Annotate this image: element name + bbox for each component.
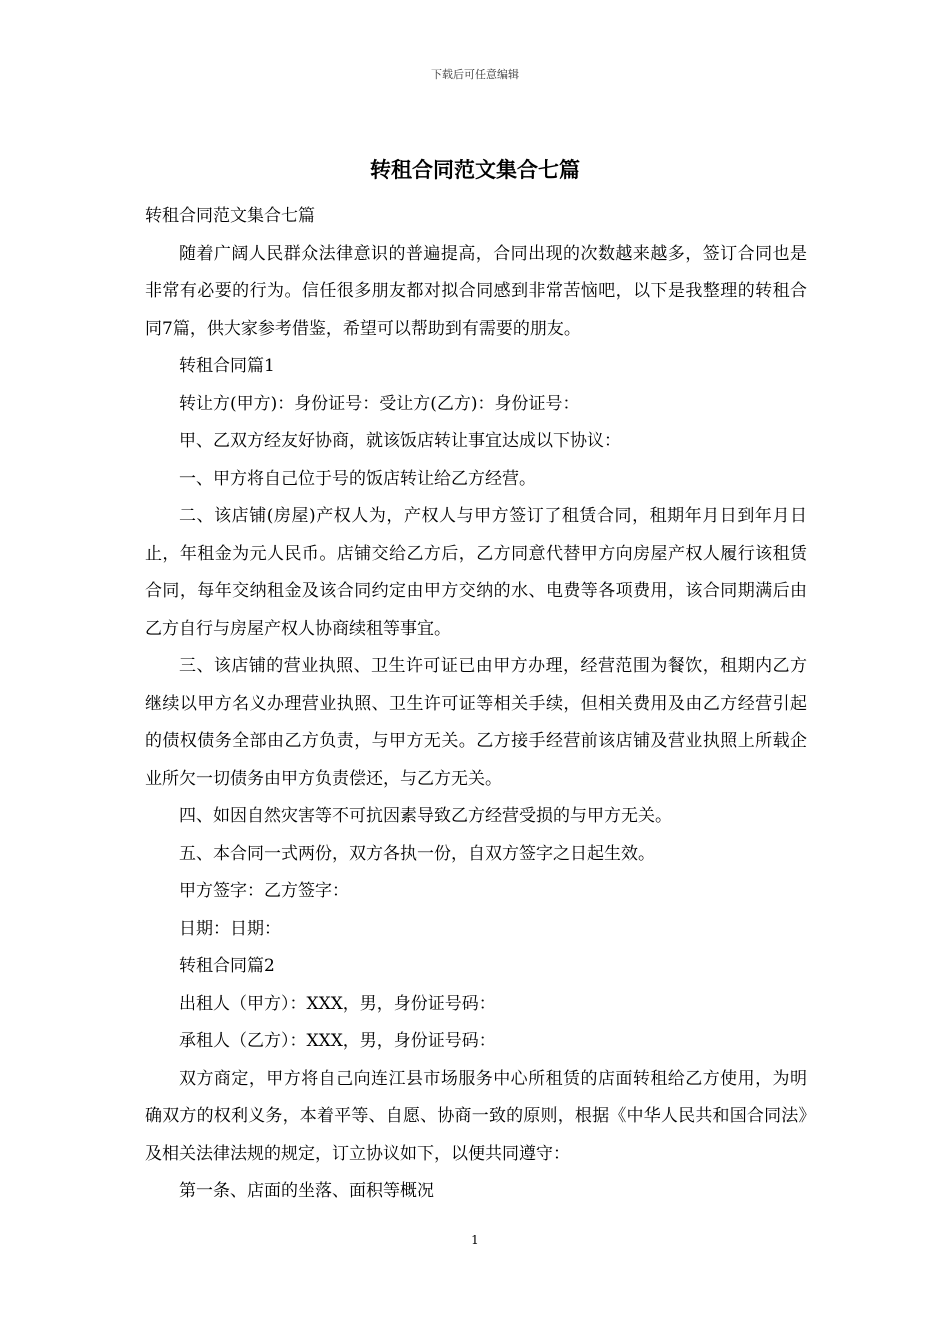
paragraph: 第一条、店面的坐落、面积等概况 <box>179 1181 434 1201</box>
paragraph: 随着广阔人民群众法律意识的普遍提高，合同出现的次数越来越多，签订合同也是非常有必要的行为。信任很多朋友都对拟合同感到非常苦恼吧，以下是我整理的转租合同7篇，供大家参考借鉴，希望可以帮助到有需要的朋友。 <box>145 243 807 339</box>
page-number: 1 <box>471 1233 479 1247</box>
paragraph: 承租人（乙方）：XXX，男，身份证号码： <box>179 1031 496 1051</box>
paragraph: 四、如因自然灾害等不可抗因素导致乙方经营受损的与甲方无关。 <box>179 806 672 826</box>
paragraph: 双方商定，甲方将自己向连江县市场服务中心所租赁的店面转租给乙方使用，为明确双方的权利义务，本着平等、自愿、协商一致的原则，根据《中华人民共和国合同法》及相关法律法规的规定，订立协议如下，以便共同遵守： <box>145 1068 807 1164</box>
paragraph: 一、甲方将自己位于号的饭店转让给乙方经营。 <box>179 468 536 489</box>
paragraph: 二、该店铺(房屋)产权人为，产权人与甲方签订了租赁合同，租期年月日到年月日止，年租金为元人民币。店铺交给乙方后，乙方同意代替甲方向房屋产权人履行该租赁合同，每年交纳租金及该合同约定由甲方交纳的水、电费等各项费用，该合同期满后由乙方自行与房屋产权人协商续租等事宜。 <box>145 506 807 639</box>
header-note: 下载后可任意编辑 <box>431 68 519 81</box>
paragraph: 转租合同范文集合七篇 <box>145 206 315 226</box>
section-heading: 转租合同篇2 <box>179 956 275 976</box>
paragraph: 转让方(甲方)：身份证号：受让方(乙方)：身份证号： <box>179 393 580 414</box>
document-body <box>145 198 807 1211</box>
paragraph: 五、本合同一式两份，双方各执一份，自双方签字之日起生效。 <box>179 843 655 864</box>
paragraph: 出租人（甲方）：XXX，男，身份证号码： <box>179 993 496 1014</box>
paragraph: 三、该店铺的营业执照、卫生许可证已由甲方办理，经营范围为餐饮，租期内乙方继续以甲方名义办理营业执照、卫生许可证等相关手续，但相关费用及由乙方经营引起的债权债务全部由乙方负责，与甲方无关。乙方接手经营前该店铺及营业执照上所载企业所欠一切债务由甲方负责偿还，与乙方无关。 <box>145 656 807 789</box>
section-heading: 转租合同篇1 <box>179 356 275 376</box>
document-title: 转租合同范文集合七篇 <box>370 157 580 182</box>
paragraph: 日期：日期： <box>179 918 281 939</box>
paragraph: 甲方签字：乙方签字： <box>179 881 349 901</box>
paragraph: 甲、乙双方经友好协商，就该饭店转让事宜达成以下协议： <box>179 431 621 451</box>
